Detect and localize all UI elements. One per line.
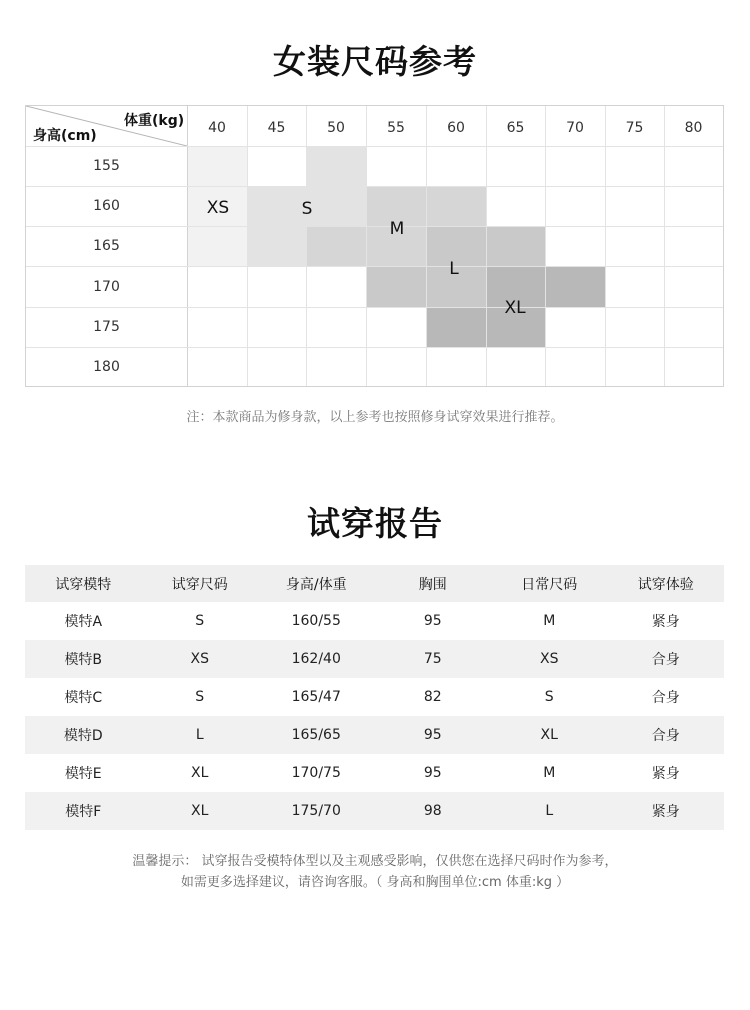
table-cell: L — [142, 716, 259, 754]
height-axis-label: 身高(cm) — [33, 128, 97, 144]
tryon-report-title: 试穿报告 — [307, 504, 443, 543]
table-cell: M — [491, 602, 608, 640]
height-header: 165 — [93, 238, 120, 254]
table-cell: 合身 — [608, 678, 725, 716]
tryon-table — [25, 565, 724, 830]
table-cell: 模特E — [25, 754, 142, 792]
table-row — [25, 678, 724, 716]
size-label-l: L — [449, 259, 459, 279]
size-label-xl: XL — [504, 298, 526, 318]
column-header: 试穿体验 — [608, 565, 725, 602]
size-label-m: M — [389, 219, 405, 239]
size-chart-grid — [25, 105, 724, 387]
column-header: 试穿尺码 — [142, 565, 259, 602]
tryon-header-row — [25, 565, 724, 602]
table-cell: 模特B — [25, 640, 142, 678]
table-cell: S — [142, 602, 259, 640]
weight-header: 80 — [684, 120, 703, 136]
weight-header: 65 — [506, 120, 525, 136]
table-cell: 95 — [375, 754, 492, 792]
table-cell: XS — [142, 640, 259, 678]
height-header: 155 — [93, 158, 120, 174]
table-cell: 170/75 — [258, 754, 375, 792]
table-cell: 紧身 — [608, 602, 725, 640]
table-cell: 98 — [375, 792, 492, 830]
table-cell: XL — [142, 754, 259, 792]
table-cell: S — [142, 678, 259, 716]
weight-header: 75 — [625, 120, 644, 136]
column-header: 试穿模特 — [25, 565, 142, 602]
table-row — [25, 640, 724, 678]
weight-header: 70 — [566, 120, 584, 136]
table-cell: 紧身 — [608, 792, 725, 830]
height-header: 180 — [93, 359, 120, 375]
table-cell: 165/47 — [258, 678, 375, 716]
weight-header: 40 — [208, 120, 226, 136]
table-cell: 162/40 — [258, 640, 375, 678]
weight-header: 60 — [447, 120, 465, 136]
table-cell: 82 — [375, 678, 492, 716]
column-header: 日常尺码 — [491, 565, 608, 602]
table-cell: 合身 — [608, 640, 725, 678]
table-cell: 模特D — [25, 716, 142, 754]
table-cell: 165/65 — [258, 716, 375, 754]
table-row — [25, 754, 724, 792]
table-cell: 75 — [375, 640, 492, 678]
table-row — [25, 792, 724, 830]
size-chart-title: 女装尺码参考 — [273, 42, 477, 81]
tryon-tip-line-1: 温馨提示： 试穿报告受模特体型以及主观感受影响，仅供您在选择尺码时作为参考， — [132, 854, 618, 869]
height-header: 170 — [93, 279, 120, 295]
table-cell: 模特C — [25, 678, 142, 716]
size-label-xs: XS — [206, 198, 230, 218]
table-cell: 模特F — [25, 792, 142, 830]
table-row — [25, 716, 724, 754]
table-cell: 95 — [375, 602, 492, 640]
table-cell: 紧身 — [608, 754, 725, 792]
table-cell: XS — [491, 640, 608, 678]
table-cell: 175/70 — [258, 792, 375, 830]
tryon-tip-line-2: 如需更多选择建议，请咨询客服。（ 身高和胸围单位:cm 体重:kg ） — [180, 875, 570, 890]
size-chart-note: 注：本款商品为修身款，以上参考也按照修身试穿效果进行推荐。 — [186, 410, 564, 425]
table-cell: S — [491, 678, 608, 716]
weight-header: 50 — [327, 120, 345, 136]
table-cell: 160/55 — [258, 602, 375, 640]
height-header: 160 — [93, 198, 120, 214]
table-cell: 模特A — [25, 602, 142, 640]
column-header: 胸围 — [375, 565, 492, 602]
table-cell: 95 — [375, 716, 492, 754]
size-label-s: S — [301, 199, 313, 219]
height-header: 175 — [93, 319, 120, 335]
table-cell: L — [491, 792, 608, 830]
table-cell: 合身 — [608, 716, 725, 754]
column-header: 身高/体重 — [258, 565, 375, 602]
table-cell: XL — [491, 716, 608, 754]
weight-axis-label: 体重(kg) — [124, 113, 185, 129]
table-cell: M — [491, 754, 608, 792]
weight-header: 45 — [267, 120, 286, 136]
weight-header: 55 — [387, 120, 405, 136]
table-cell: XL — [142, 792, 259, 830]
table-row — [25, 602, 724, 640]
